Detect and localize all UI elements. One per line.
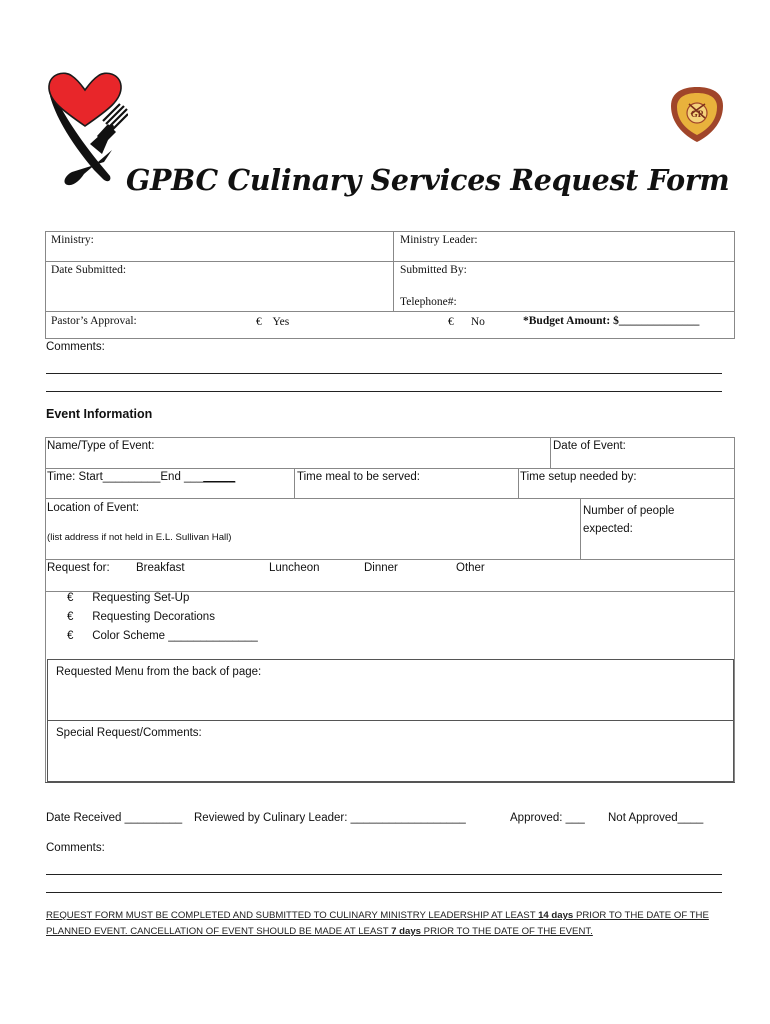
divider (734, 592, 735, 782)
heart-utensils-logo (42, 66, 128, 190)
budget-amount-field[interactable]: *Budget Amount: $______________ (523, 315, 700, 327)
time-start-label: Time: Start_________ (47, 471, 161, 483)
checklist-label: Requesting Set-Up (92, 592, 190, 604)
option-dinner[interactable]: Dinner (364, 562, 398, 574)
approved-field[interactable]: Approved: ___ (510, 812, 585, 824)
checklist-label: Requesting Decorations (92, 611, 215, 623)
form-title: GPBC Culinary Services Request Form (126, 163, 730, 197)
event-name-field[interactable]: Name/Type of Event: (47, 440, 155, 452)
option-luncheon[interactable]: Luncheon (269, 562, 320, 574)
comments-line[interactable] (46, 373, 722, 374)
divider (550, 437, 551, 468)
divider (47, 720, 734, 721)
ministry-leader-field[interactable]: Ministry Leader: (400, 234, 478, 246)
checkbox-icon: € (256, 316, 262, 328)
reviewed-by-field[interactable]: Reviewed by Culinary Leader: __________________ (194, 812, 466, 824)
event-date-field[interactable]: Date of Event: (553, 440, 626, 452)
pastor-approval-label: Pastor’s Approval: (51, 315, 137, 327)
date-submitted-field[interactable]: Date Submitted: (51, 264, 127, 276)
checkbox-icon: € (67, 630, 74, 642)
time-end-line: _____ (203, 471, 236, 483)
church-seal-logo (667, 84, 727, 144)
submission-policy-note (46, 908, 736, 940)
people-label-line1: Number of people (583, 505, 675, 517)
no-label: No (470, 316, 485, 328)
no-checkbox[interactable] (448, 316, 485, 328)
divider (45, 559, 735, 560)
not-approved-field[interactable]: Not Approved____ (608, 812, 704, 824)
divider (580, 498, 581, 559)
requested-menu-field[interactable]: Requested Menu from the back of page: (56, 666, 262, 678)
divider (294, 468, 295, 498)
checkbox-icon: € (448, 316, 454, 328)
ministry-field[interactable]: Ministry: (51, 234, 94, 246)
divider (45, 782, 735, 783)
date-received-field[interactable]: Date Received _________ (46, 812, 183, 824)
policy-days-14: 14 days (538, 910, 574, 921)
policy-days-7: 7 days (391, 926, 421, 937)
divider (393, 231, 394, 311)
option-breakfast[interactable]: Breakfast (136, 562, 185, 574)
time-start-end-field[interactable] (47, 471, 235, 483)
submitted-by-field[interactable]: Submitted By: (400, 264, 467, 276)
location-field[interactable]: Location of Event: (47, 502, 140, 514)
comments-line[interactable] (46, 892, 722, 893)
yes-label: Yes (272, 316, 290, 328)
divider (45, 468, 735, 469)
comments-label: Comments: (46, 341, 105, 353)
policy-text: REQUEST FORM MUST BE COMPLETED AND SUBMITTED TO CULINARY MINISTRY LEADERSHIP AT LEAST (46, 910, 539, 921)
divider (518, 468, 519, 498)
divider (45, 311, 735, 312)
option-other[interactable]: Other (456, 562, 485, 574)
telephone-field[interactable]: Telephone#: (400, 296, 457, 308)
checklist-label: Color Scheme ______________ (92, 630, 258, 642)
checklist-item-setup[interactable] (67, 592, 189, 604)
checkbox-icon: € (67, 611, 74, 623)
yes-checkbox[interactable] (256, 316, 289, 328)
checklist-item-color-scheme[interactable] (67, 630, 258, 642)
time-end-label: End ___ (160, 471, 204, 483)
location-note: (list address if not held in E.L. Sullivan Hall) (47, 532, 232, 543)
people-label-line2: expected: (583, 523, 633, 535)
policy-text: PRIOR TO THE DATE OF THE PLANNED EVENT. CANCELLATION OF EVENT SHOULD BE MADE AT LEAST (46, 910, 709, 937)
request-for-label: Request for: (47, 562, 110, 574)
checklist-item-decorations[interactable] (67, 611, 215, 623)
event-information-heading: Event Information (46, 407, 153, 421)
comments-label-2: Comments: (46, 842, 105, 854)
setup-time-field[interactable]: Time setup needed by: (520, 471, 637, 483)
comments-line[interactable] (46, 391, 722, 392)
meal-time-field[interactable]: Time meal to be served: (297, 471, 420, 483)
divider (45, 592, 46, 782)
checkbox-icon: € (67, 592, 74, 604)
svg-text:GP: GP (690, 109, 704, 119)
divider (45, 261, 735, 262)
divider (45, 498, 735, 499)
people-count-field[interactable] (583, 502, 674, 538)
special-request-field[interactable]: Special Request/Comments: (56, 727, 202, 739)
policy-text: PRIOR TO THE DATE OF THE EVENT. (421, 926, 593, 937)
comments-line[interactable] (46, 874, 722, 875)
